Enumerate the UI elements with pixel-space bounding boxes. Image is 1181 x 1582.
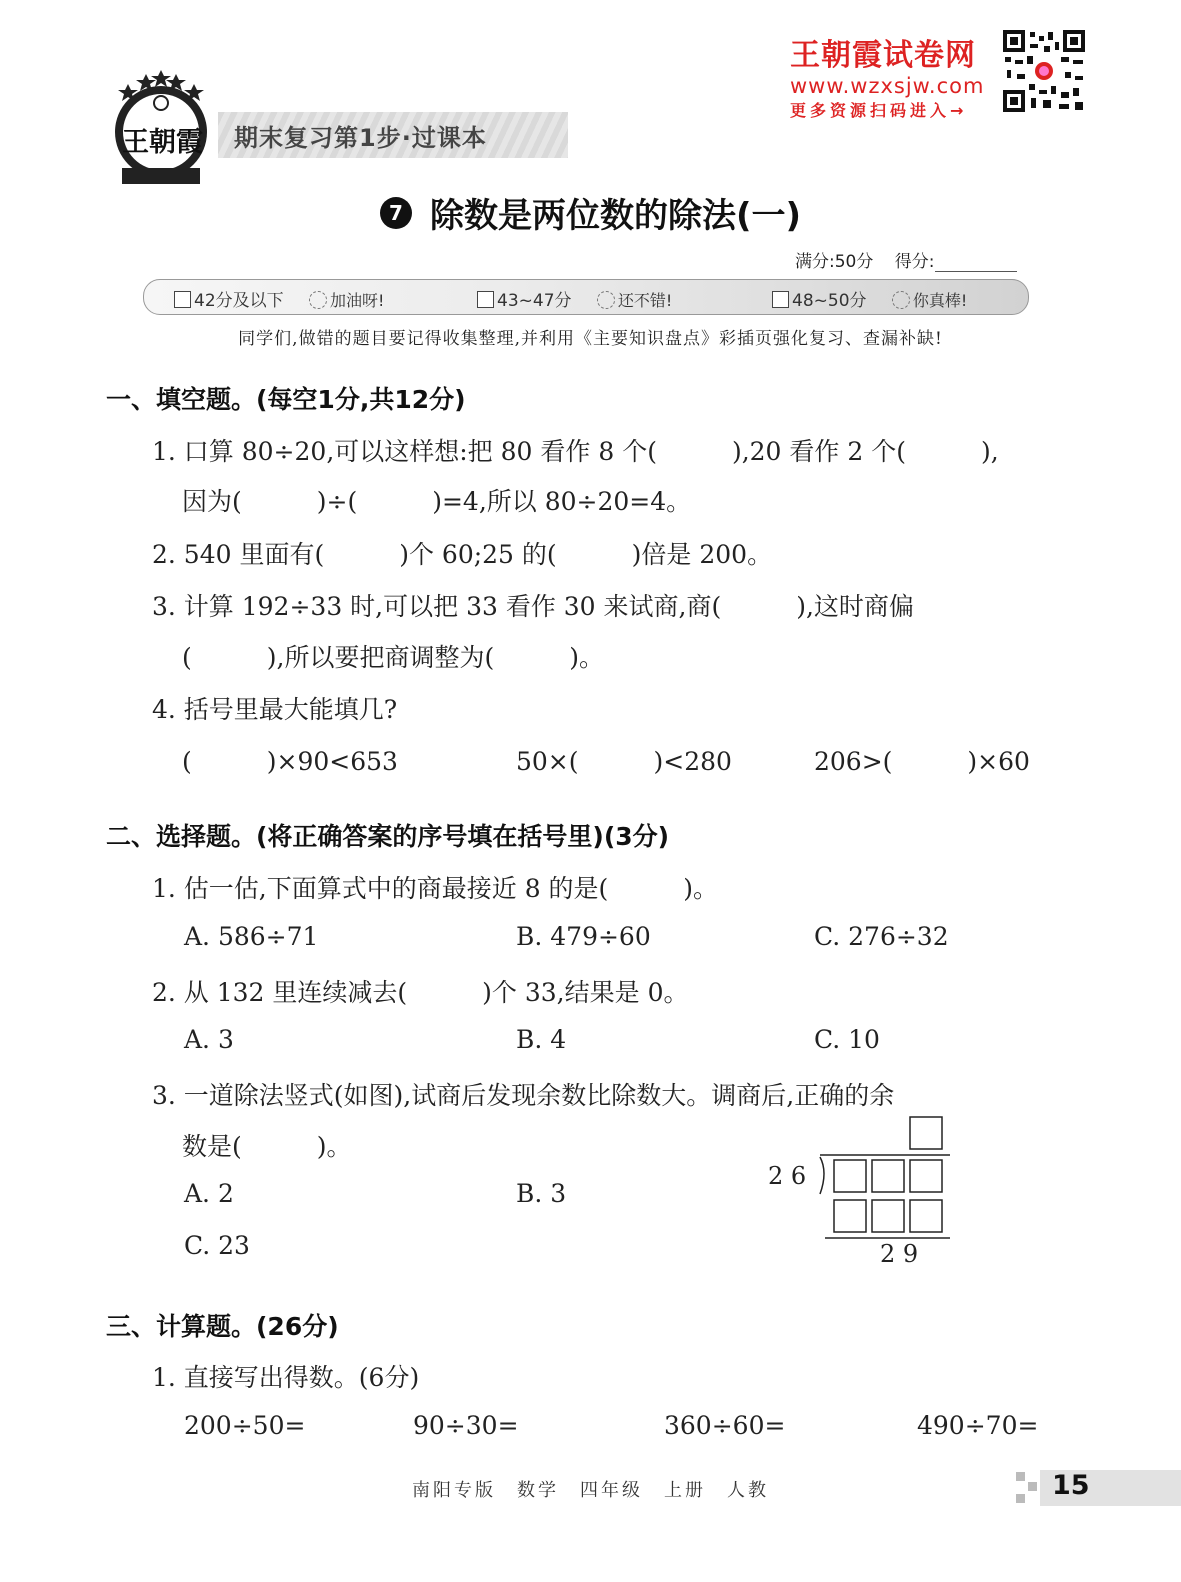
lesson-number-badge: 7	[380, 197, 412, 229]
lesson-title	[0, 188, 1181, 237]
divisor: 2 6	[768, 1162, 807, 1190]
question-text: 1. 口算 80÷20,可以这样想:把 80 看作 8 个( ),20 看作 2 个( ),	[152, 437, 999, 466]
option: A. 2	[184, 1179, 234, 1208]
grade-item-high	[772, 286, 967, 311]
qr-code-icon[interactable]	[1003, 30, 1085, 112]
step-banner-label: 期末复习第1步·过课本	[234, 124, 487, 152]
lesson-title-text: 除数是两位数的除法(一)	[429, 196, 802, 236]
full-score: 满分:50分	[795, 252, 874, 272]
section-title: 一、填空题。(每空1分,共12分)	[106, 385, 466, 414]
logo-text: 王朝霞	[122, 127, 203, 158]
fill-item: 50×( )<280	[516, 747, 732, 776]
footer-text: 南阳专版 数学 四年级 上册 人教	[412, 1480, 769, 1501]
question-text: 3. 计算 192÷33 时,可以把 33 看作 30 来试商,商( ),这时商偏	[152, 592, 914, 621]
grade-comment: 加油呀!	[330, 291, 385, 310]
long-division-figure	[760, 1112, 960, 1272]
fill-item: ( )×90<653	[182, 747, 398, 776]
calc-item: 90÷30=	[413, 1411, 519, 1440]
grade-bar	[143, 279, 1029, 315]
option: C. 23	[184, 1231, 250, 1260]
score-blank[interactable]	[935, 253, 1017, 272]
page-number: 15	[1052, 1470, 1090, 1501]
calc-item: 490÷70=	[917, 1411, 1039, 1440]
calc-item: 360÷60=	[664, 1411, 786, 1440]
checkbox[interactable]	[174, 291, 191, 308]
brand-block	[790, 30, 1000, 121]
question-text: 2. 从 132 里连续减去( )个 33,结果是 0。	[152, 978, 689, 1007]
checkbox[interactable]	[477, 291, 494, 308]
fill-item: 206>( )×60	[814, 747, 1030, 776]
brand-tip: 更多资源扫码进入→	[790, 101, 968, 120]
grade-item-mid	[477, 286, 672, 311]
tip-line: 同学们,做错的题目要记得收集整理,并利用《主要知识盘点》彩插页强化复习、查漏补缺!	[238, 329, 943, 349]
option: A. 586÷71	[184, 922, 319, 951]
section-title: 三、计算题。(26分)	[106, 1312, 339, 1341]
remainder: 2 9	[880, 1240, 919, 1268]
question-text: 3. 一道除法竖式(如图),试商后发现余数比除数大。调商后,正确的余	[152, 1081, 895, 1110]
option: B. 4	[516, 1025, 567, 1054]
question-text: 4. 括号里最大能填几?	[152, 695, 398, 724]
brand-name: 王朝霞试卷网	[790, 38, 976, 73]
section-title: 二、选择题。(将正确答案的序号填在括号里)(3分)	[106, 822, 670, 851]
page-corner-decoration	[1016, 1472, 1040, 1506]
grade-range: 48~50分	[792, 291, 867, 311]
score-line	[795, 247, 1017, 272]
option: B. 3	[516, 1179, 567, 1208]
grade-comment: 你真棒!	[912, 291, 968, 310]
brand-url[interactable]: www.wzxsjw.com	[790, 74, 985, 98]
question-text: 因为( )÷( )=4,所以 80÷20=4。	[182, 487, 692, 516]
question-text: 2. 540 里面有( )个 60;25 的( )倍是 200。	[152, 540, 773, 569]
publisher-logo	[108, 70, 214, 190]
grade-item-low	[174, 286, 384, 311]
calc-item: 200÷50=	[184, 1411, 306, 1440]
smiley-icon	[597, 291, 615, 309]
checkbox[interactable]	[772, 291, 789, 308]
smiley-icon	[892, 291, 910, 309]
question-text: ( ),所以要把商调整为( )。	[182, 643, 604, 672]
option: C. 10	[814, 1025, 880, 1054]
question-text: 1. 估一估,下面算式中的商最接近 8 的是( )。	[152, 874, 719, 903]
score-label: 得分:	[894, 252, 935, 272]
step-banner	[218, 112, 568, 158]
grade-range: 42分及以下	[194, 291, 284, 311]
grade-comment: 还不错!	[617, 291, 673, 310]
question-text: 1. 直接写出得数。(6分)	[152, 1363, 420, 1392]
question-text: 数是( )。	[182, 1132, 352, 1161]
option: A. 3	[184, 1025, 234, 1054]
option: B. 479÷60	[516, 922, 651, 951]
option: C. 276÷32	[814, 922, 949, 951]
grade-range: 43~47分	[497, 291, 572, 311]
smiley-icon	[309, 291, 327, 309]
